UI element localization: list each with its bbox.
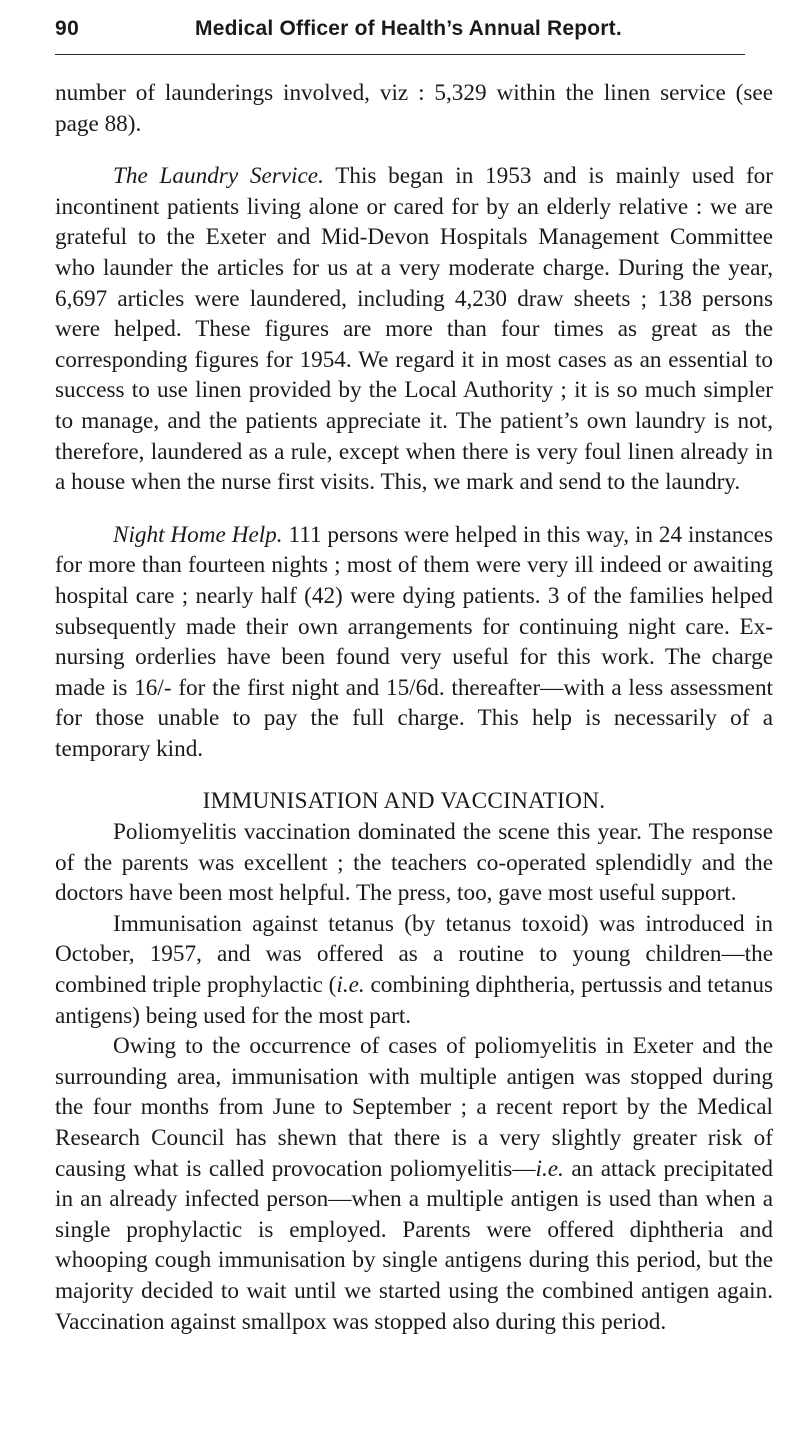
page-header [55, 17, 745, 57]
night-home-help-heading: Night Home Help. [113, 521, 283, 548]
section-heading-immunisation: IMMUNISATION AND VACCINATION. [202, 788, 606, 815]
multiple-antigen-text-a: Owing to the occurrence of cases of poliomyelitis in Exeter and the surrounding area, immunisation with multiple antigen was stopped during the four months from June to September ; a recent report by the Medical Research Council has shewn that there is a very slightly greater risk of causing what is called provocation poliomyelitis— [55, 1033, 773, 1182]
tetanus-text-b: combining diphtheria, pertussis and tetanus antigens) being used for the most part. [55, 972, 773, 1029]
paragraph-laundry-service [55, 161, 773, 498]
paragraph-night-home-help [55, 520, 773, 765]
multiple-antigen-text-b: an attack precipitated in an already infected person—when a multiple antigen is used than when a single prophylactic is employed. Parents were offered diphtheria and whooping cough immunisation by single antigens during this period, but the majority decided to wait until we started using the combined antigen again. Vaccination against smallpox was stopped also during this period. [55, 1155, 773, 1335]
tetanus-ie: i.e. [336, 972, 365, 999]
night-home-help-text: 111 persons were helped in this way, in 24 instances for more than fourteen nights ; most of them were very ill indeed or awaiting hospital care ; nearly half (42) were dying patients. 3 of the families helped subsequently made their own arrangements for continuing night care. Ex-nursing orderlies have been found very useful for this work. The charge made is 16/- for the first night and 15/6d. thereafter—with a less assessment for those unable to pay the full charge. This help is necessarily of a temporary kind. [55, 521, 773, 762]
laundry-service-heading: The Laundry Service. [113, 163, 324, 190]
running-title: Medical Officer of Health’s Annual Report. [195, 17, 622, 40]
paragraph-tetanus [55, 909, 773, 1031]
laundry-service-text: This began in 1953 and is mainly used for incontinent patients living alone or cared for by an elderly relative : we are grateful to the Exeter and Mid-Devon Hospitals Management Committee who launder the articles for us at a very moderate charge. During the year, 6,697 articles were laundered, including 4,230 draw sheets ; 138 persons were helped. These figures are more than four times as great as the corresponding figures for 1954. We regard it in most cases as an essential to success to use linen provided by the Local Authority ; it is so much simpler to manage, and the patients appreciate it. The patient’s own laundry is not, therefore, laundered as a rule, except when there is very foul linen already in a house when the nurse first visits. This, we mark and send to the laundry. [55, 163, 773, 496]
header-rule [55, 54, 745, 55]
tetanus-text-a: Immunisation against tetanus (by tetanus toxoid) was introduced in October, 1957, and was offered as a routine to young children—the combined triple prophylactic ( [55, 910, 773, 999]
paragraph-poliomyelitis: Poliomyelitis vaccination dominated the scene this year. The response of the parents was excellent ; the teachers co-operated splendidly and the doctors have been most helpful. The press, too, gave most useful support. [55, 819, 773, 907]
multiple-antigen-ie: i.e. [535, 1155, 564, 1182]
page-number: 90 [55, 17, 80, 40]
body-text [55, 78, 773, 1337]
paragraph-continuation: number of launderings involved, viz : 5,329 within the linen service (see page 88). [55, 80, 773, 137]
paragraph-multiple-antigen [55, 1031, 773, 1337]
